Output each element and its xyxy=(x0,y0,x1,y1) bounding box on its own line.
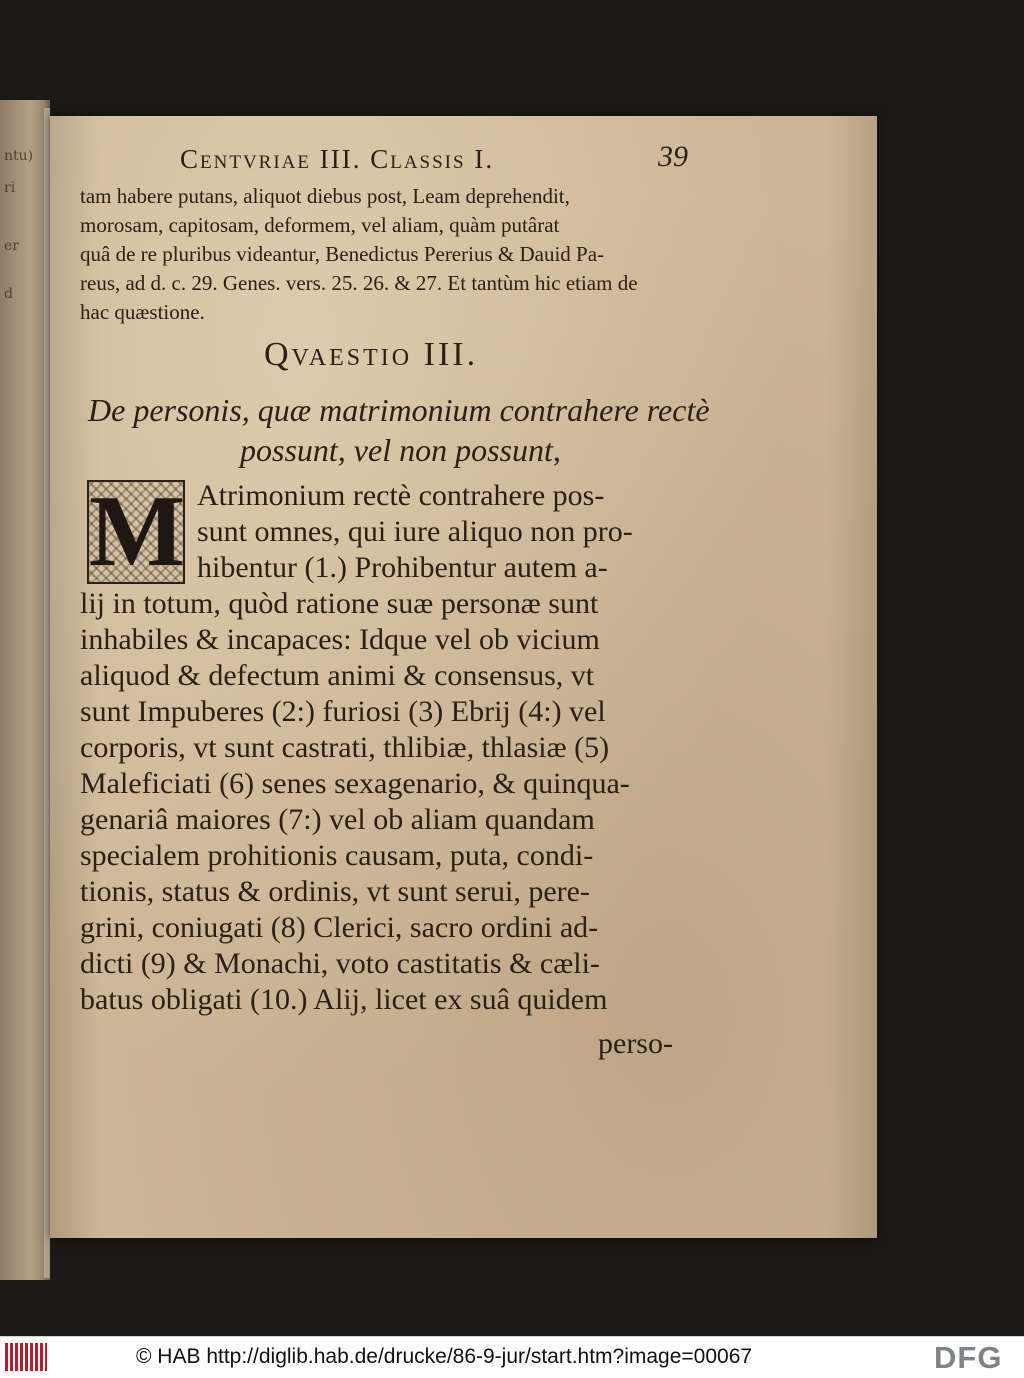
body-line: Maleficiati (6) senes sexagenario, & quinqua- xyxy=(80,767,630,800)
dfg-logo: DFG xyxy=(934,1340,1003,1375)
body-line: inhabiles & incapaces: Idque vel ob vicium xyxy=(80,623,600,656)
body-line: specialem prohitionis causam, puta, condi- xyxy=(80,839,594,872)
subtitle-line: possunt, vel non possunt, xyxy=(240,432,561,468)
body-line: dicti (9) & Monachi, voto castitatis & cæli- xyxy=(80,947,600,980)
text-line: hac quæstione. xyxy=(80,300,205,324)
body-line: lij in totum, quòd ratione suæ personæ sunt xyxy=(80,587,599,620)
previous-page-fragment: ri xyxy=(4,180,16,196)
running-header: Centvriae III. Classis I. xyxy=(180,144,495,174)
previous-page-edge xyxy=(0,100,50,1280)
body-line: Atrimonium rectè contrahere pos- xyxy=(197,479,605,512)
book-page xyxy=(50,116,877,1238)
drop-cap-letter: M xyxy=(89,475,186,588)
catchword: perso- xyxy=(598,1027,673,1060)
previous-page-fragment: er xyxy=(4,238,19,254)
previous-page-fragment: d xyxy=(4,286,13,302)
copyright-url[interactable]: © HAB http://diglib.hab.de/drucke/86-9-jur/start.htm?image=00067 xyxy=(136,1345,753,1368)
previous-page-fragment: ntu) xyxy=(4,148,34,164)
page-number: 39 xyxy=(658,140,688,173)
text-line: reus, ad d. c. 29. Genes. vers. 25. 26. & 27. Et tantùm hic etiam de xyxy=(80,271,638,295)
text-line: quâ de re pluribus videantur, Benedictus Pererius & Dauid Pa- xyxy=(80,242,605,266)
body-line: sunt omnes, qui iure aliquo non pro- xyxy=(197,515,633,548)
question-heading: Qvaestio III. xyxy=(264,336,479,373)
subtitle-line: De personis, quæ matrimonium contrahere rectè xyxy=(88,392,710,428)
body-line: aliquod & defectum animi & consensus, vt xyxy=(80,659,595,692)
hab-logo-icon xyxy=(5,1343,47,1371)
body-line: tionis, status & ordinis, vt sunt serui, pere- xyxy=(80,875,590,908)
body-line: batus obligati (10.) Alij, licet ex suâ quidem xyxy=(80,983,608,1016)
body-line: genariâ maiores (7:) vel ob aliam quandam xyxy=(80,803,595,836)
body-line: hibentur (1.) Prohibentur autem a- xyxy=(197,551,608,584)
text-line: tam habere putans, aliquot diebus post, Leam deprehendit, xyxy=(80,184,570,208)
footer-bar xyxy=(0,1336,1024,1378)
text-line: morosam, capitosam, deformem, vel aliam, quàm putârat xyxy=(80,213,560,237)
body-line: corporis, vt sunt castrati, thlibiæ, thlasiæ (5) xyxy=(80,731,610,764)
decorated-initial xyxy=(87,475,186,588)
body-line: grini, coniugati (8) Clerici, sacro ordini ad- xyxy=(80,911,599,944)
body-line: sunt Impuberes (2:) furiosi (3) Ebrij (4:) vel xyxy=(80,695,606,728)
